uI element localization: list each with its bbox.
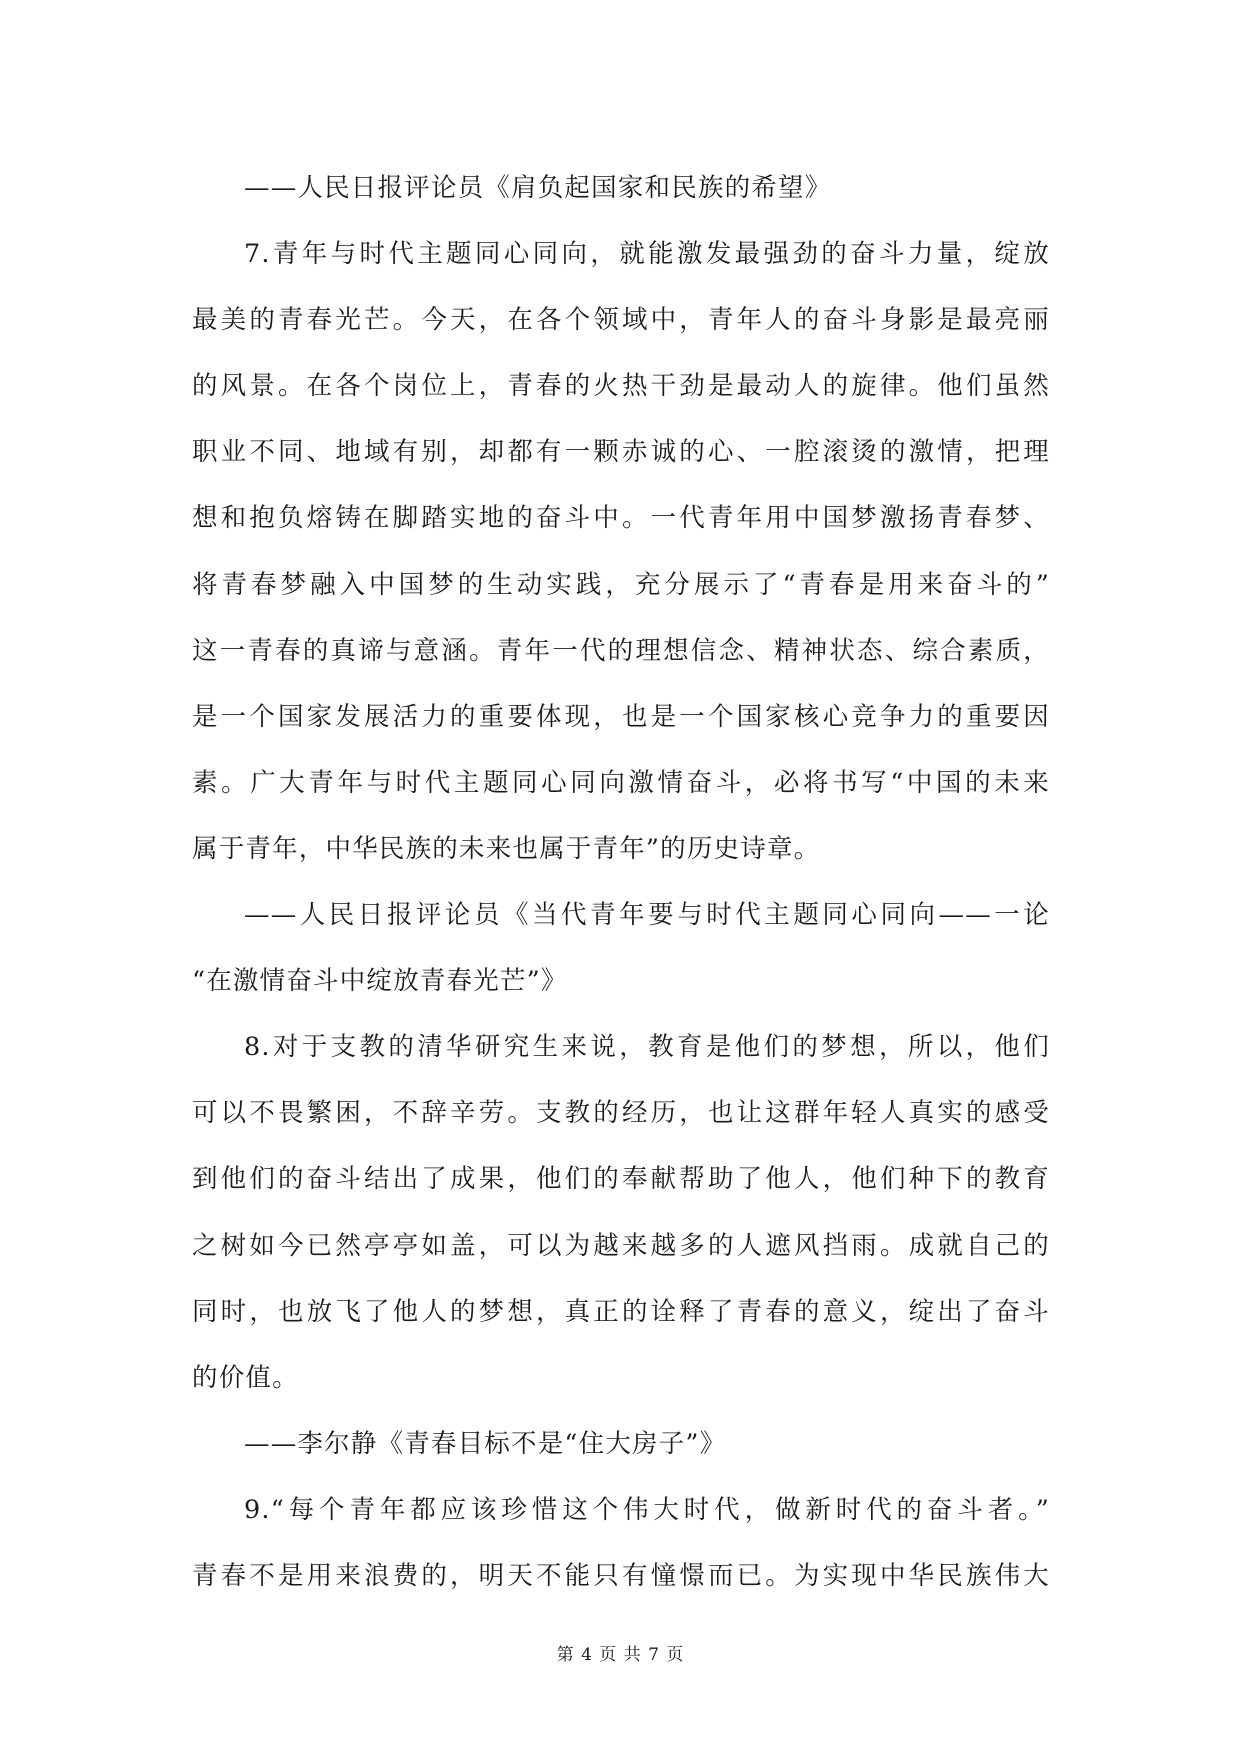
paragraph-line: 同时，也放飞了他人的梦想，真正的诠释了青春的意义，绽出了奋斗: [192, 1296, 1050, 1327]
attribution-people-daily-hope: [192, 155, 1050, 221]
paragraph-line: 职业不同、地域有别，却都有一颗赤诚的心、一腔滚烫的激情，把理: [192, 437, 1050, 468]
paragraph-line: 之树如今已然亭亭如盖，可以为越来越多的人遮风挡雨。成就自己的: [192, 1230, 1050, 1261]
attribution-line: “在激情奋斗中绽放青春光芒”》: [192, 966, 568, 997]
paragraph-line: 8.对于支教的清华研究生来说，教育是他们的梦想，所以，他们: [244, 1032, 1050, 1063]
paragraph-8: [192, 1014, 1050, 1411]
paragraph-line: 素。广大青年与时代主题同心同向激情奋斗，必将书写“中国的未来: [192, 767, 1050, 798]
paragraph-line: 7.青年与时代主题同心同向，就能激发最强劲的奋斗力量，绽放: [244, 239, 1050, 270]
paragraph-7: [192, 221, 1050, 882]
paragraph-line: 想和抱负熔铸在脚踏实地的奋斗中。一代青年用中国梦激扬青春梦、: [192, 503, 1050, 534]
paragraph-line: 到他们的奋斗结出了成果，他们的奉献帮助了他人，他们种下的教育: [192, 1164, 1050, 1195]
paragraph-line: 可以不畏繁困，不辞辛劳。支教的经历，也让这群年轻人真实的感受: [192, 1098, 1050, 1129]
page-body: [192, 155, 1050, 1609]
attribution-people-daily-same-direction: [192, 882, 1050, 1014]
attribution-line: ——人民日报评论员《肩负起国家和民族的希望》: [244, 173, 832, 203]
paragraph-line: 最美的青春光芒。今天，在各个领域中，青年人的奋斗身影是最亮丽: [192, 305, 1050, 336]
page-number-footer: 第 4 页 共 7 页: [556, 1645, 685, 1665]
attribution-line: ——李尔静《青春目标不是“住大房子”》: [244, 1428, 727, 1459]
attribution-li-erjing: [192, 1411, 1050, 1477]
paragraph-9: [192, 1477, 1050, 1609]
paragraph-line: 9.“每个青年都应该珍惜这个伟大时代，做新时代的奋斗者。”: [244, 1494, 1050, 1525]
paragraph-line: 属于青年，中华民族的未来也属于青年”的历史诗章。: [192, 833, 821, 864]
paragraph-line: 的风景。在各个岗位上，青春的火热干劲是最动人的旋律。他们虽然: [192, 371, 1050, 402]
paragraph-line: 青春不是用来浪费的，明天不能只有憧憬而已。为实现中华民族伟大: [192, 1560, 1050, 1591]
paragraph-line: 这一青春的真谛与意涵。青年一代的理想信念、精神状态、综合素质，: [192, 635, 1050, 666]
attribution-line: ——人民日报评论员《当代青年要与时代主题同心同向——一论: [244, 900, 1050, 931]
paragraph-line: 的价值。: [192, 1362, 299, 1393]
paragraph-line: 是一个国家发展活力的重要体现，也是一个国家核心竞争力的重要因: [192, 701, 1050, 732]
paragraph-line: 将青春梦融入中国梦的生动实践，充分展示了“青春是用来奋斗的”: [192, 569, 1050, 600]
